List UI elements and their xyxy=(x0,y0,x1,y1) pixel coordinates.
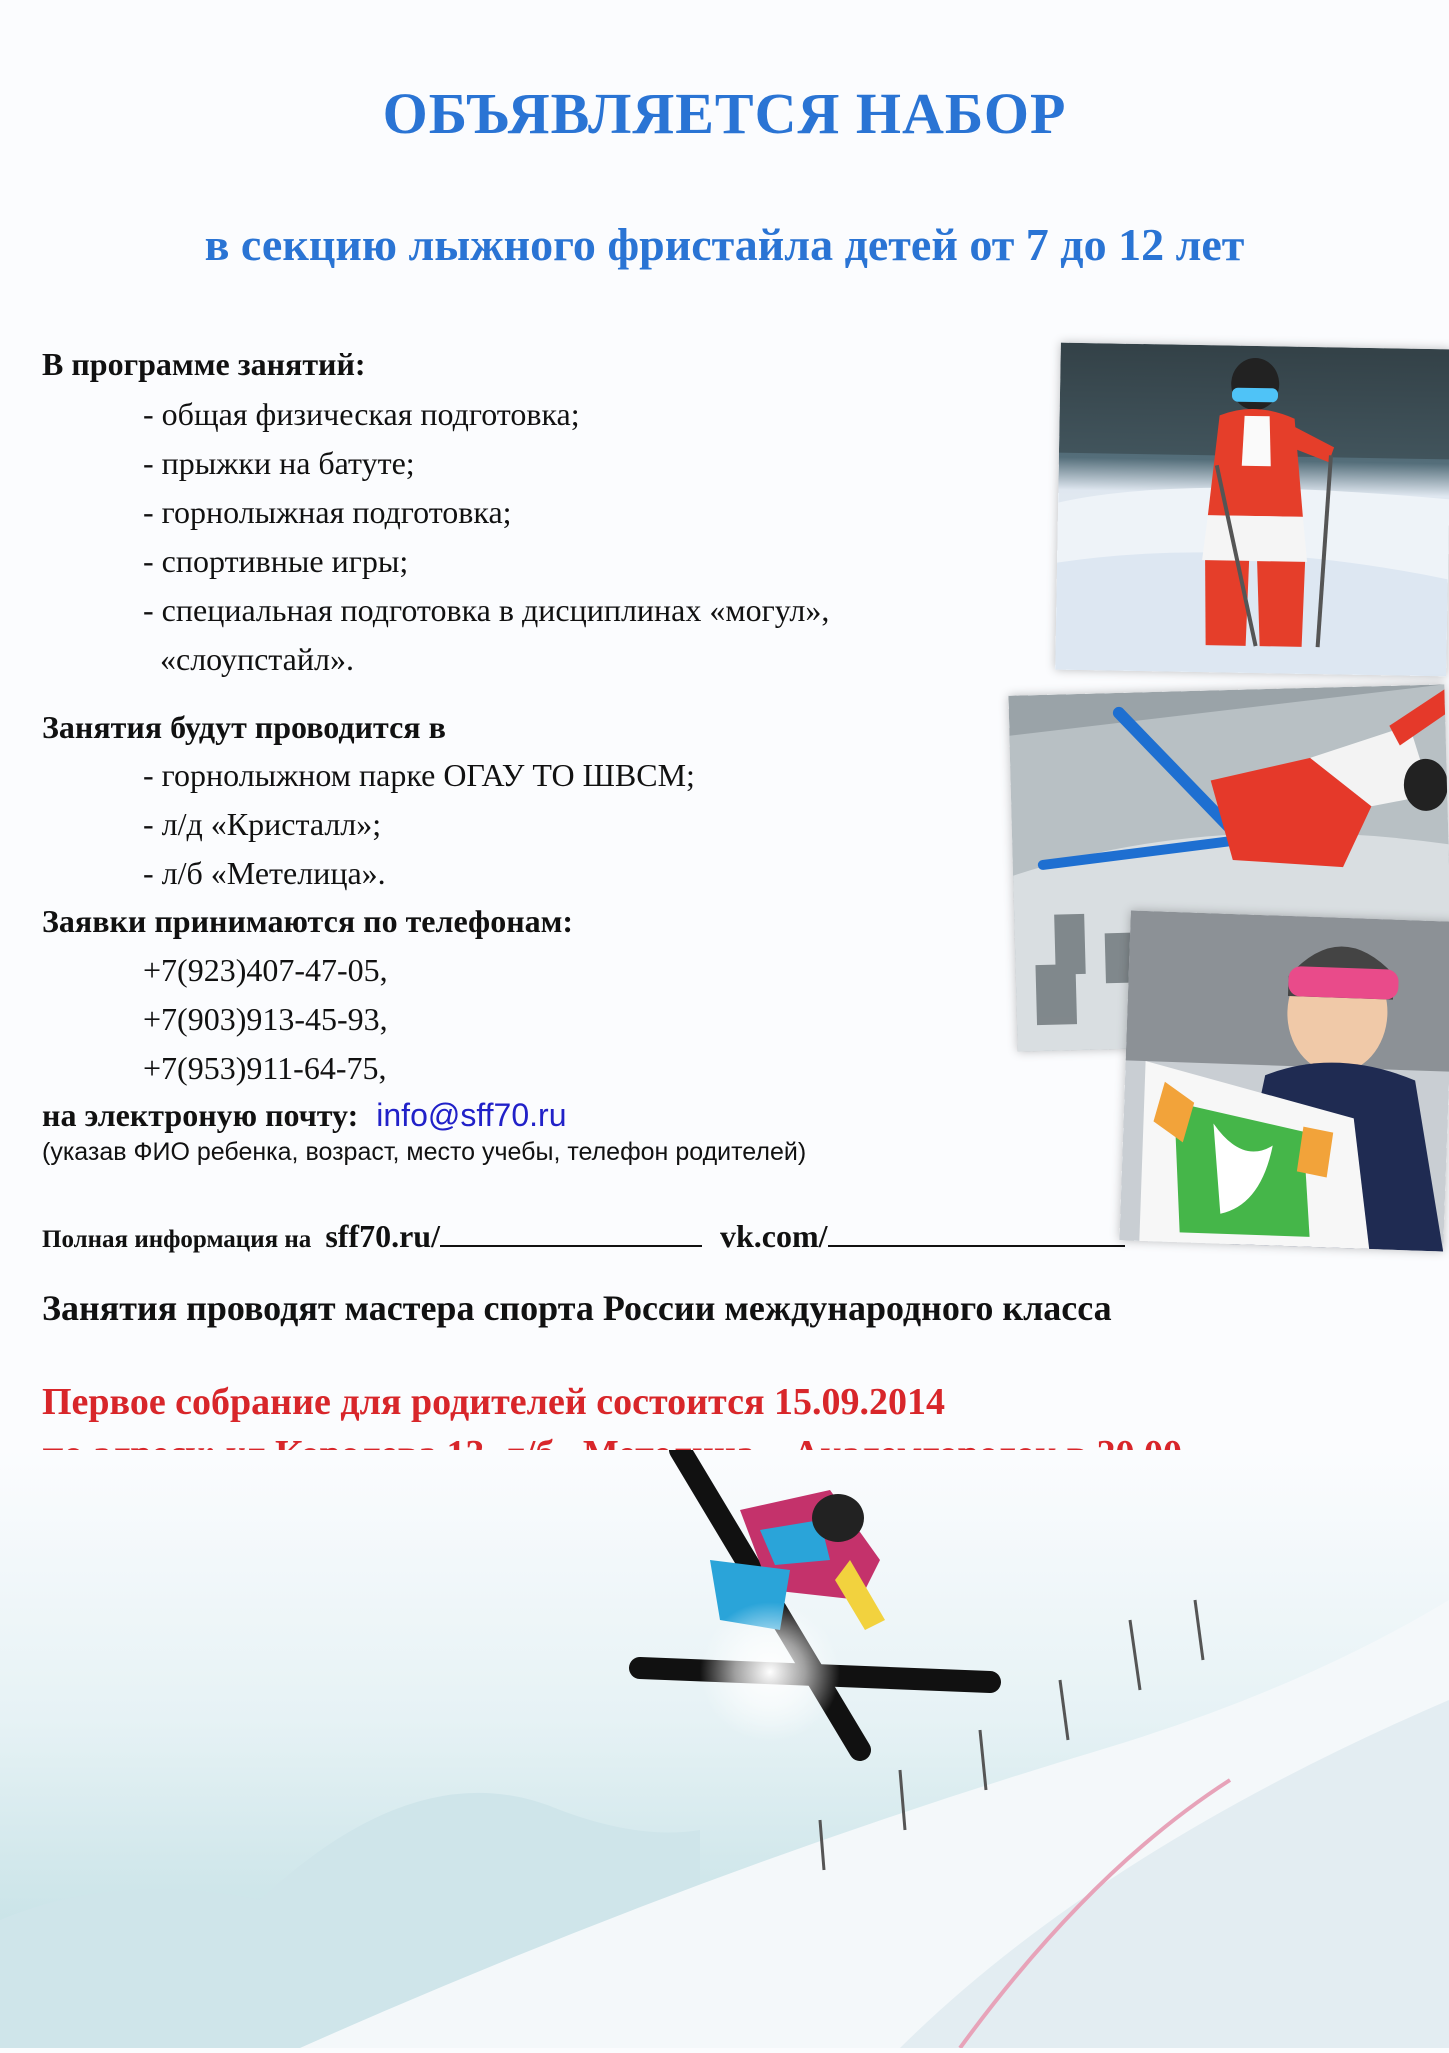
email-note: (указав ФИО ребенка, возраст, место учебы, телефон родителей) xyxy=(42,1138,807,1166)
phone-number: +7(953)911-64-75, xyxy=(143,1050,387,1086)
vk-link[interactable]: vk.com/ xyxy=(719,1218,828,1254)
ski-slope-illustration xyxy=(0,1450,1449,2048)
email-row xyxy=(42,1097,566,1134)
phone-number: +7(923)407-47-05, xyxy=(143,952,388,988)
meeting-line-1: Первое собрание для родителей состоится 15.09.2014 xyxy=(42,1381,946,1423)
location-item: - горнолыжном парке ОГАУ ТО ШВСМ; xyxy=(143,757,695,793)
site-link[interactable]: sff70.ru/ xyxy=(325,1218,440,1254)
program-item: - специальная подготовка в дисциплинах «могул», xyxy=(143,592,830,628)
site-blank-line xyxy=(440,1219,702,1247)
info-label: Полная информация на xyxy=(42,1226,312,1253)
location-item: - л/б «Метелица». xyxy=(143,855,386,891)
program-item: - прыжки на батуте; xyxy=(143,445,415,481)
page-title: ОБЪЯВЛЯЕТСЯ НАБОР xyxy=(382,81,1067,146)
locations-heading: Занятия будут проводится в xyxy=(42,709,446,745)
masters-note: Занятия проводят мастера спорта России международного класса xyxy=(42,1288,1112,1328)
email-label: на электроную почту: xyxy=(42,1097,359,1133)
program-item: - горнолыжная подготовка; xyxy=(143,494,512,530)
photo-girl-flag xyxy=(1119,910,1449,1251)
program-item: - спортивные игры; xyxy=(143,543,409,579)
phones-heading: Заявки принимаются по телефонам: xyxy=(42,903,574,939)
page-subtitle: в секцию лыжного фристайла детей от 7 до 12 лет xyxy=(204,219,1245,270)
program-item: - общая физическая подготовка; xyxy=(143,396,580,432)
vk-blank-line xyxy=(828,1219,1125,1247)
location-item: - л/д «Кристалл»; xyxy=(143,806,382,842)
program-heading: В программе занятий: xyxy=(42,346,366,382)
program-item: «слоупстайл». xyxy=(160,641,354,677)
email-link[interactable]: info@sff70.ru xyxy=(376,1097,567,1133)
phone-number: +7(903)913-45-93, xyxy=(143,1001,388,1037)
photo-skier-red xyxy=(1055,343,1449,677)
info-row xyxy=(42,1218,1125,1255)
